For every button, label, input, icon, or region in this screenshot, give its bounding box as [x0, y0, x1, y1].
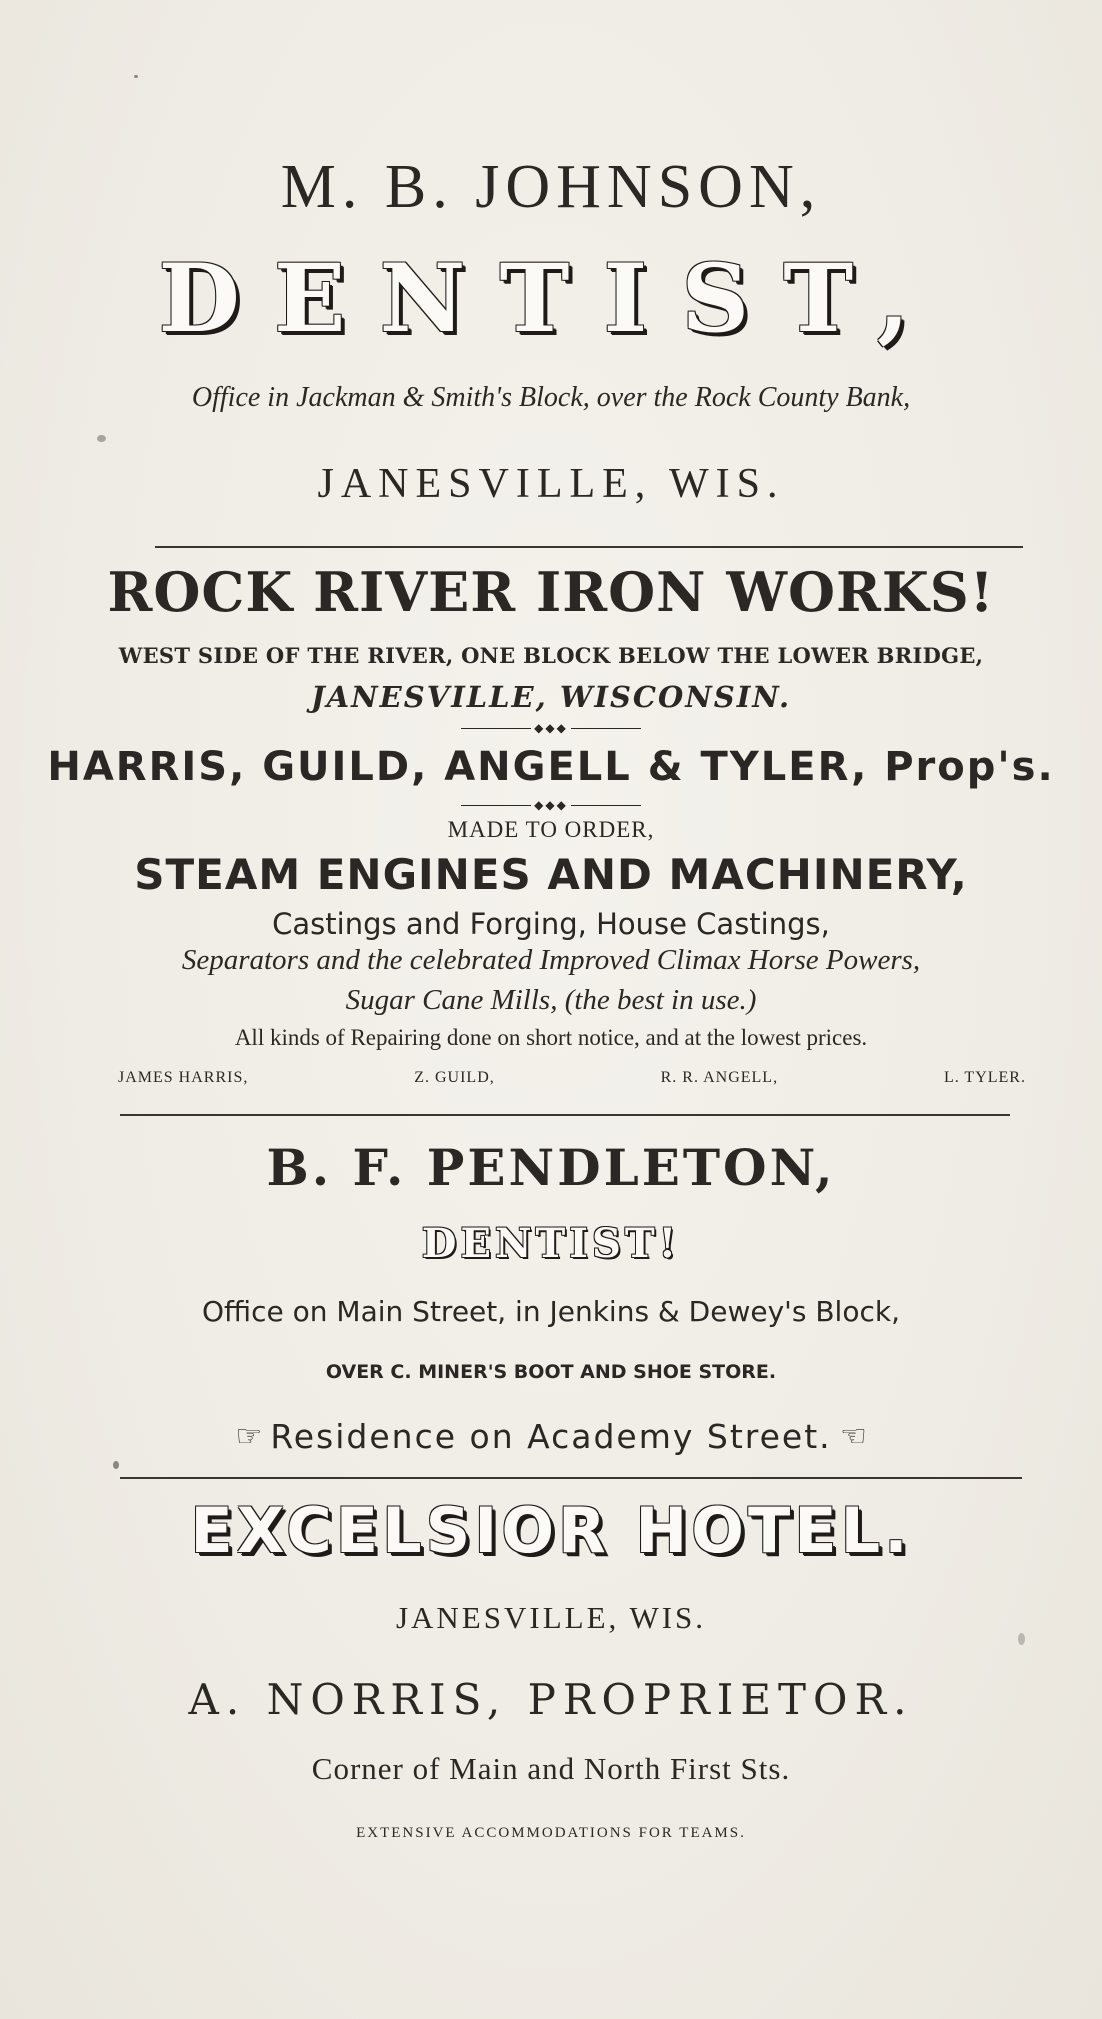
proprietor-names	[118, 1069, 1026, 1087]
iron-works-city: JANESVILLE, WISCONSIN.	[310, 680, 792, 714]
johnson-name: M. B. JOHNSON,	[280, 153, 822, 221]
proprietor-name: L. TYLER.	[943, 1069, 1026, 1086]
pendleton-dentist-heading: DENTIST!	[421, 1220, 681, 1267]
johnson-dentist-heading: DENTIST,	[158, 244, 944, 354]
ornament-divider: ◆◆◆	[0, 720, 1102, 736]
steam-engines-heading: STEAM ENGINES AND MACHINERY,	[134, 850, 968, 899]
hotel-title: EXCELSIOR HOTEL.	[190, 1494, 912, 1567]
hotel-accommodations: EXTENSIVE ACCOMMODATIONS FOR TEAMS.	[356, 1825, 746, 1841]
hotel-address: Corner of Main and North First Sts.	[311, 1751, 791, 1786]
castings-line: Castings and Forging, House Castings,	[272, 907, 830, 941]
repairing-line: All kinds of Repairing done on short notice, and at the lowest prices.	[234, 1025, 868, 1050]
hotel-city: JANESVILLE, WIS.	[395, 1600, 707, 1635]
pointing-hand-icon: ☞	[839, 1419, 867, 1453]
residence-text: Residence on Academy Street.	[270, 1417, 832, 1456]
ornament-divider: ◆◆◆	[0, 797, 1102, 813]
proprietor-name: JAMES HARRIS,	[118, 1069, 249, 1086]
paper-speck	[113, 1461, 119, 1469]
sugar-cane-line: Sugar Cane Mills, (the best in use.)	[345, 984, 757, 1016]
pendleton-over-store: OVER C. MINER'S BOOT AND SHOE STORE.	[325, 1361, 777, 1383]
paper-speck	[134, 75, 138, 78]
pendleton-name: B. F. PENDLETON,	[266, 1138, 836, 1197]
iron-works-proprietors: HARRIS, GUILD, ANGELL & TYLER, Prop's.	[47, 744, 1055, 790]
divider-rule	[120, 1477, 1022, 1479]
johnson-city: JANESVILLE, WIS.	[317, 461, 785, 507]
proprietor-name: Z. GUILD,	[414, 1069, 495, 1086]
hotel-proprietor: A. NORRIS, PROPRIETOR.	[188, 1675, 914, 1724]
iron-works-title: ROCK RIVER IRON WORKS!	[107, 560, 995, 624]
pendleton-office: Office on Main Street, in Jenkins & Dewey's Block,	[202, 1295, 900, 1328]
divider-rule	[120, 1114, 1010, 1116]
pointing-hand-icon: ☞	[235, 1419, 263, 1453]
johnson-office: Office in Jackman & Smith's Block, over the Rock County Bank,	[191, 382, 911, 413]
proprietor-name: R. R. ANGELL,	[660, 1069, 779, 1086]
divider-rule	[155, 546, 1023, 548]
paper-speck	[97, 435, 106, 442]
made-to-order: MADE TO ORDER,	[447, 817, 655, 842]
residence-line	[0, 1417, 1102, 1456]
separators-line: Separators and the celebrated Improved Climax Horse Powers,	[181, 944, 921, 976]
iron-works-location: WEST SIDE OF THE RIVER, ONE BLOCK BELOW THE LOWER BRIDGE,	[118, 643, 984, 668]
